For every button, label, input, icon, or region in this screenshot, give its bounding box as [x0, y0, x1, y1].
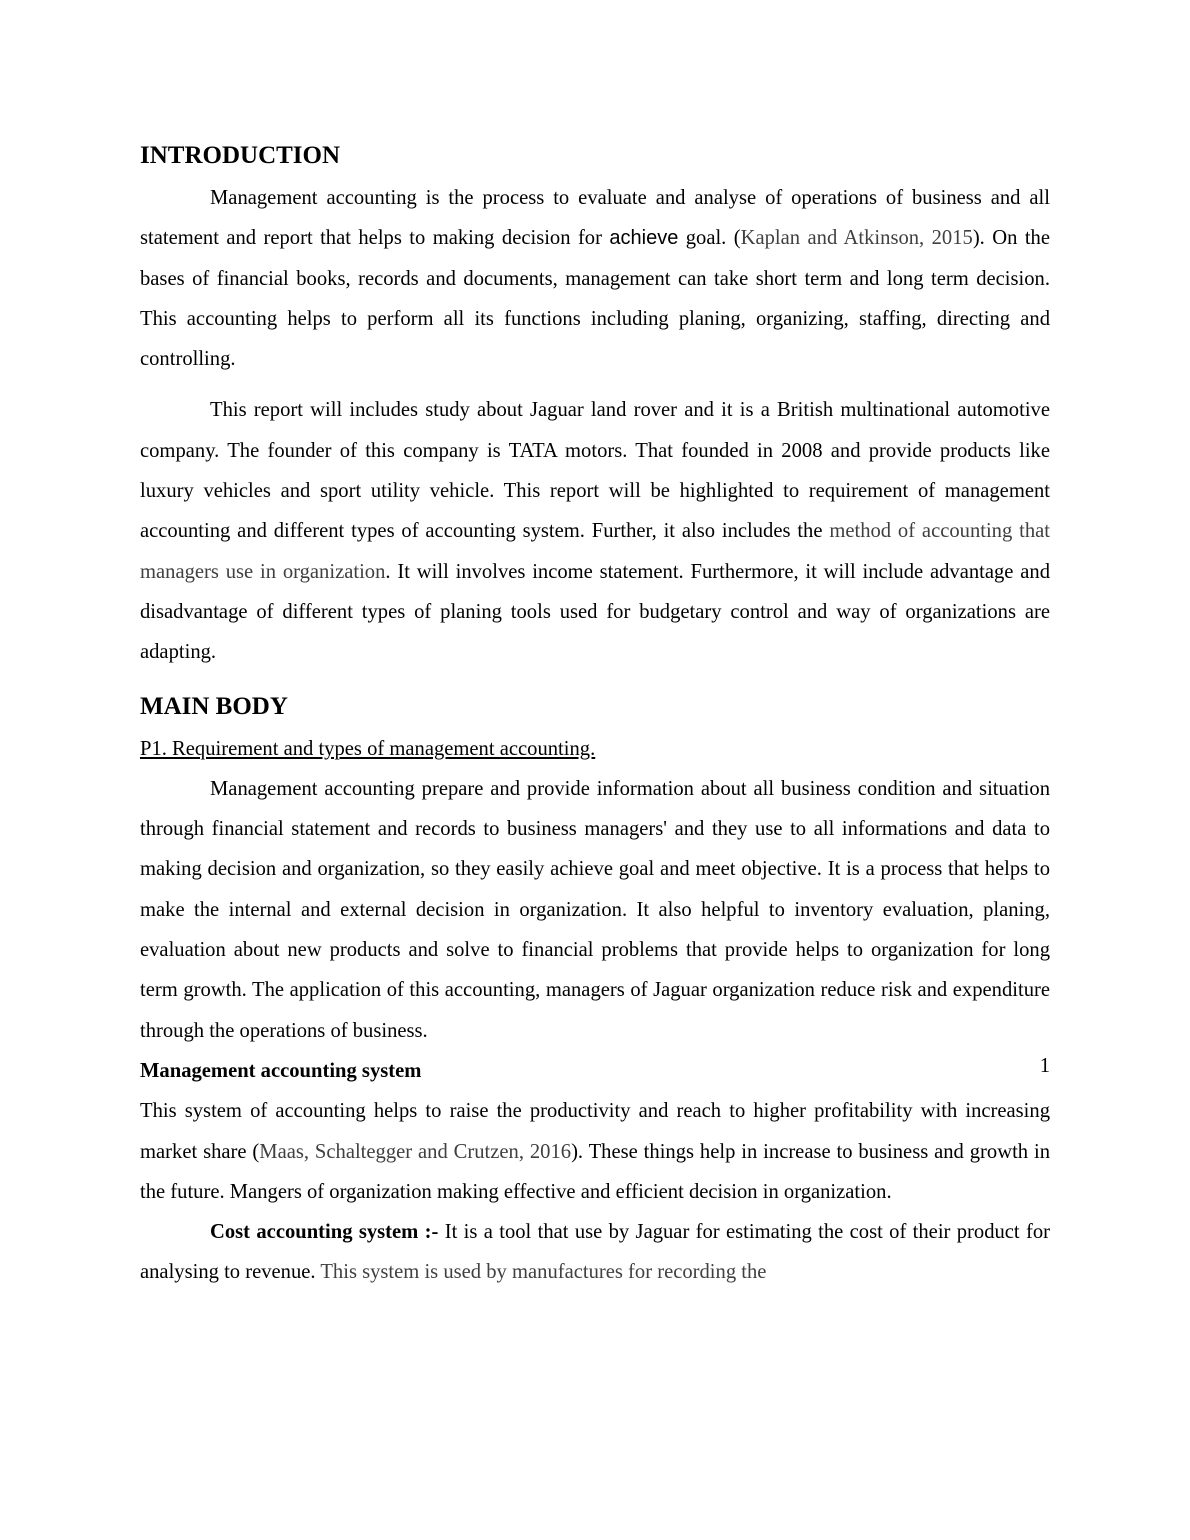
intro-paragraph-2 — [140, 390, 1050, 672]
citation-kaplan-atkinson: Kaplan and Atkinson, 2015 — [740, 227, 973, 250]
mas-paragraph — [140, 1091, 1050, 1212]
intro-p2-text-c: . It will involves income statement. Furthermore, it will include advantage and disadvantage of different types of planing tools used for budgetary control and way of organizations are adapting. — [140, 560, 1050, 664]
mas-text-b: ). These things help in increase to business and growth in the future. Mangers of organization making effective and efficient decision in organization. — [140, 1140, 1050, 1203]
mas-text-a: This system of accounting helps to raise the productivity and reach to higher profitability with increasing market share ( — [140, 1100, 1050, 1163]
page-content — [140, 136, 1050, 1293]
introduction-heading: INTRODUCTION — [140, 142, 341, 169]
intro-p1-achieve: achieve — [609, 227, 679, 250]
cost-accounting-paragraph — [140, 1212, 1050, 1293]
cost-text-a: It is a tool that use by Jaguar for estimating the cost of their product for analysing to revenue. — [140, 1221, 1051, 1284]
citation-maas: Maas, Schaltegger and Crutzen, 2016 — [259, 1140, 572, 1163]
p1-section-title: P1. Requirement and types of management accounting. — [140, 737, 596, 760]
p1-paragraph: Management accounting prepare and provide information about all business condition and situation through financial statement and records to business managers' and they use to all informations and data to making decision and organization, so they easily achieve goal and meet objective. It is a process that helps to make the internal and external decision in organization. It also helpful to inventory evaluation, planing, evaluation about new products and solve to financial problems that provide helps to organization for long term growth. The application of this accounting, managers of Jaguar organization reduce risk and expenditure through the operations of business. — [140, 777, 1050, 1042]
intro-p1-text-a: Management accounting is the process to evaluate and analyse of operations of business and all statement and report that helps to making decision for — [140, 187, 1050, 250]
main-body-heading: MAIN BODY — [140, 692, 288, 720]
intro-p1-text-d: ). On the bases of financial books, records and documents, management can take short term and long term decision. This accounting helps to perform all its functions including planing, organizing, staffing, directing and controlling. — [140, 227, 1050, 371]
intro-p2-text-a: This report will includes study about Jaguar land rover and it is a British multinational automotive company. The founder of this company is TATA motors. That founded in 2008 and provide products like luxury vehicles and sport utility vehicle. This report will be highlighted to requirement of management accounting and different types of accounting system. Further, it also includes the — [140, 399, 1050, 543]
page-number: 1 — [1039, 1055, 1050, 1077]
intro-p2-method-text: method of accounting that managers use in organization — [140, 520, 1050, 583]
cost-text-b: This system is used by manufactures for recording the — [320, 1261, 767, 1284]
management-accounting-system-heading: Management accounting system — [140, 1059, 422, 1082]
cost-accounting-label: Cost accounting system :- — [210, 1221, 439, 1244]
intro-p1-text-c: goal. ( — [678, 227, 741, 250]
intro-paragraph-1 — [140, 178, 1050, 379]
